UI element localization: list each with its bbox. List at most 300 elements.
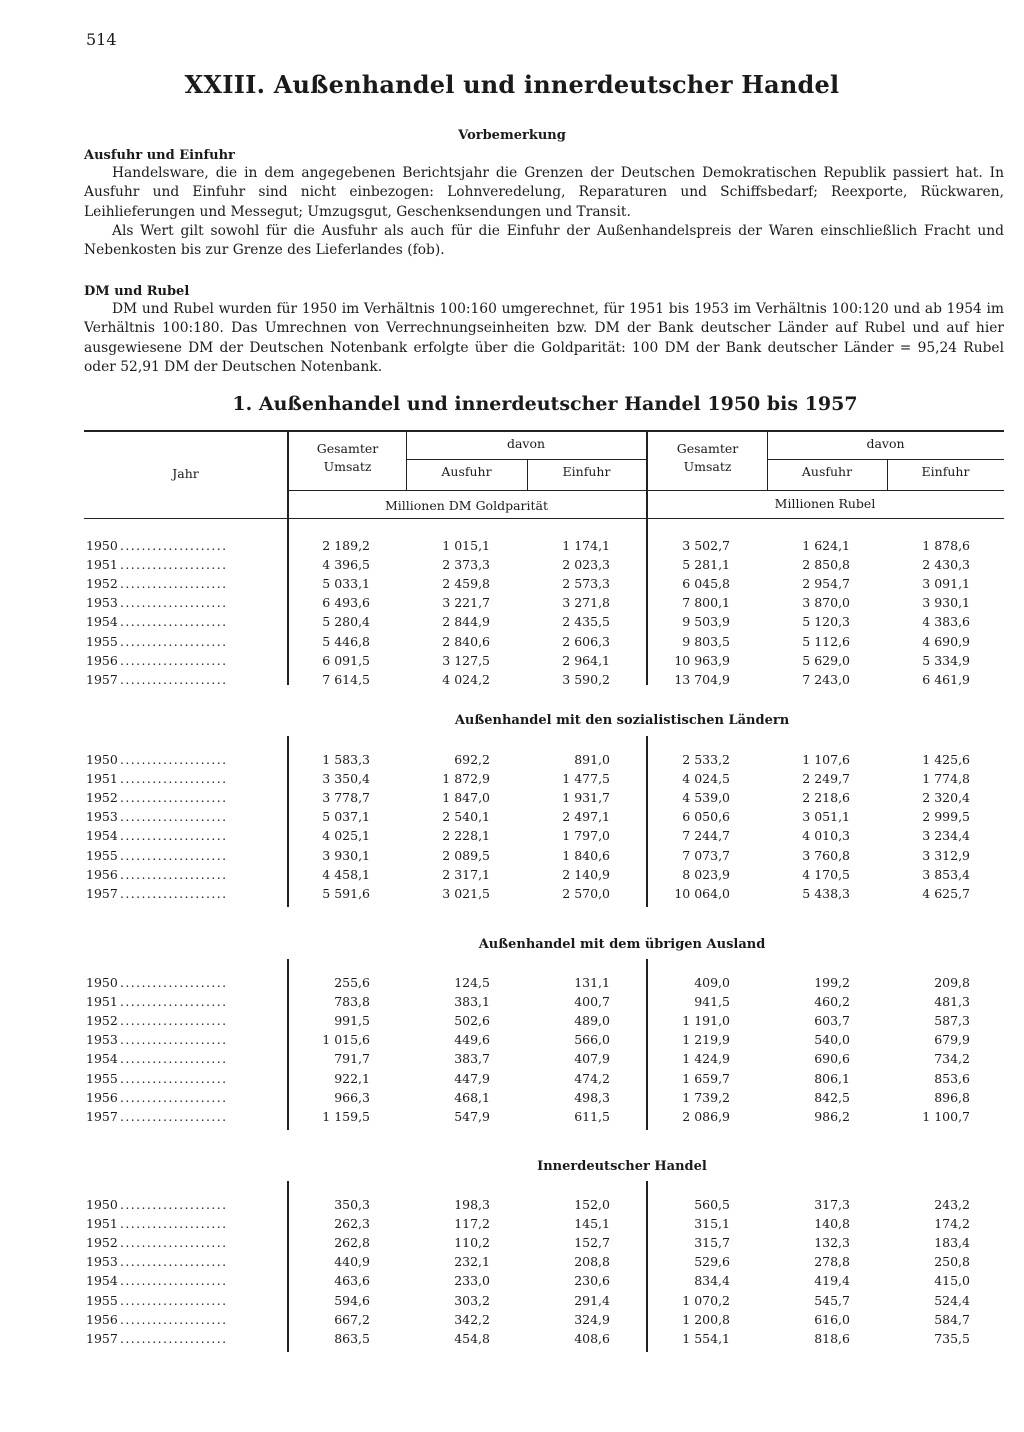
table-cell: 3 590,2 xyxy=(562,671,610,687)
table-cell: 834,4 xyxy=(694,1273,730,1289)
table-row xyxy=(0,975,1024,994)
table-cell: 262,8 xyxy=(334,1235,370,1251)
row-year: 1956 xyxy=(86,652,118,668)
table-cell: 3 930,1 xyxy=(922,595,970,611)
table-cell: 2 317,1 xyxy=(442,866,490,882)
row-year: 1954 xyxy=(86,614,118,630)
table-cell: 10 963,9 xyxy=(674,652,730,668)
table-cell: 481,3 xyxy=(934,994,970,1010)
table-cell: 4 625,7 xyxy=(922,885,970,901)
table-cell: 679,9 xyxy=(934,1032,970,1048)
table-cell: 1 107,6 xyxy=(802,752,850,767)
table-cell: 1 100,7 xyxy=(922,1108,970,1124)
table-cell: 4 010,3 xyxy=(802,828,850,844)
leader-dots: .................... xyxy=(120,994,228,1010)
table-cell: 199,2 xyxy=(814,975,850,990)
header-export-rub: Ausfuhr xyxy=(801,464,853,479)
table-cell: 1 425,6 xyxy=(922,752,970,767)
table-cell: 3 091,1 xyxy=(922,576,970,592)
section-heading-export-import: Ausfuhr und Einfuhr xyxy=(84,148,235,163)
row-year: 1957 xyxy=(86,1330,118,1346)
table-row xyxy=(0,1032,1024,1051)
table-cell: 2 459,8 xyxy=(442,576,490,592)
table-row xyxy=(0,886,1024,905)
table-cell: 692,2 xyxy=(454,752,490,767)
table-cell: 1 174,1 xyxy=(562,538,610,553)
table-cell: 110,2 xyxy=(454,1235,490,1251)
table-cell: 791,7 xyxy=(334,1051,370,1067)
table-cell: 1 847,0 xyxy=(442,790,490,806)
table-cell: 3 760,8 xyxy=(802,847,850,863)
table-cell: 4 024,5 xyxy=(682,771,730,787)
header-total-dm: Gesamter Umsatz xyxy=(316,441,379,474)
row-year: 1954 xyxy=(86,828,118,844)
table-row xyxy=(0,828,1024,847)
table-cell: 5 112,6 xyxy=(802,633,850,649)
header-import-dm: Einfuhr xyxy=(562,464,611,479)
table-cell: 5 446,8 xyxy=(322,633,370,649)
leader-dots: .................... xyxy=(120,771,228,787)
table-cell: 5 629,0 xyxy=(802,652,850,668)
table-cell: 7 800,1 xyxy=(682,595,730,611)
table-cell: 140,8 xyxy=(814,1216,850,1232)
table-cell: 587,3 xyxy=(934,1013,970,1029)
row-year: 1950 xyxy=(86,975,118,990)
table-cell: 3 127,5 xyxy=(442,652,490,668)
header-import-rub: Einfuhr xyxy=(921,464,970,479)
table-cell: 1 424,9 xyxy=(682,1051,730,1067)
row-year: 1957 xyxy=(86,885,118,901)
table-cell: 2 218,6 xyxy=(802,790,850,806)
table-cell: 230,6 xyxy=(574,1273,610,1289)
table-cell: 474,2 xyxy=(574,1070,610,1086)
leader-dots: .................... xyxy=(120,809,228,825)
table-cell: 2 373,3 xyxy=(442,557,490,573)
table-cell: 2 533,2 xyxy=(682,752,730,767)
table-cell: 463,6 xyxy=(334,1273,370,1289)
row-year: 1954 xyxy=(86,1273,118,1289)
table-cell: 4 396,5 xyxy=(322,557,370,573)
table-cell: 2 249,7 xyxy=(802,771,850,787)
leader-dots: .................... xyxy=(120,538,228,553)
row-year: 1950 xyxy=(86,538,118,553)
table-cell: 3 221,7 xyxy=(442,595,490,611)
row-year: 1955 xyxy=(86,847,118,863)
row-year: 1953 xyxy=(86,595,118,611)
table-cell: 1 797,0 xyxy=(562,828,610,844)
leader-dots: .................... xyxy=(120,1108,228,1124)
row-year: 1953 xyxy=(86,1254,118,1270)
table-cell: 891,0 xyxy=(574,752,610,767)
table-row xyxy=(0,672,1024,691)
table-cell: 5 591,6 xyxy=(322,885,370,901)
table-cell: 966,3 xyxy=(334,1089,370,1105)
table-cell: 10 064,0 xyxy=(674,885,730,901)
table-row xyxy=(0,771,1024,790)
table-cell: 1 840,6 xyxy=(562,847,610,863)
section-subheading: Außenhandel mit den sozialistischen Ländern xyxy=(454,713,790,728)
table-cell: 4 383,6 xyxy=(922,614,970,630)
leader-dots: .................... xyxy=(120,1013,228,1029)
table-cell: 1 219,9 xyxy=(682,1032,730,1048)
table-row xyxy=(0,1273,1024,1292)
leader-dots: .................... xyxy=(120,1311,228,1327)
table-cell: 853,6 xyxy=(934,1070,970,1086)
leader-dots: .................... xyxy=(120,752,228,767)
table-cell: 131,1 xyxy=(574,975,610,990)
row-year: 1956 xyxy=(86,866,118,882)
table-cell: 3 021,5 xyxy=(442,885,490,901)
table-cell: 183,4 xyxy=(934,1235,970,1251)
table-cell: 922,1 xyxy=(334,1070,370,1086)
table-cell: 2 999,5 xyxy=(922,809,970,825)
row-year: 1951 xyxy=(86,1216,118,1232)
table-cell: 547,9 xyxy=(454,1108,490,1124)
table-cell: 407,9 xyxy=(574,1051,610,1067)
table-row xyxy=(0,1090,1024,1109)
table-cell: 449,6 xyxy=(454,1032,490,1048)
table-cell: 502,6 xyxy=(454,1013,490,1029)
leader-dots: .................... xyxy=(120,828,228,844)
table-row xyxy=(0,1197,1024,1216)
table-cell: 3 350,4 xyxy=(322,771,370,787)
table-row xyxy=(0,1109,1024,1128)
table-cell: 1 191,0 xyxy=(682,1013,730,1029)
row-year: 1951 xyxy=(86,994,118,1010)
table-cell: 941,5 xyxy=(694,994,730,1010)
table-title: 1. Außenhandel und innerdeutscher Handel 1950 bis 1957 xyxy=(232,393,858,415)
table-row xyxy=(0,790,1024,809)
paragraph-dm-rubel: DM und Rubel wurden für 1950 im Verhältnis 100:160 umgerechnet, für 1951 bis 1953 im Verhältnis 100:120 und ab 1954 im Verhältnis 100:180. Das Umrechnen von Verrechnungseinheiten bzw. DM der Bank deutscher Länder auf Rubel und auf hier ausgewiesene DM der Deutschen Notenbank erfolgte über die Goldparität: 100 DM der Bank deutscher Länder = 95,24 Rubel oder 52,91 DM der Deutschen Notenbank. xyxy=(84,301,1004,375)
header-total-rub: Gesamter Umsatz xyxy=(676,441,739,474)
row-year: 1951 xyxy=(86,771,118,787)
table-cell: 6 050,6 xyxy=(682,809,730,825)
table-cell: 132,3 xyxy=(814,1235,850,1251)
table-cell: 584,7 xyxy=(934,1311,970,1327)
table-cell: 208,8 xyxy=(574,1254,610,1270)
leader-dots: .................... xyxy=(120,595,228,611)
table-cell: 896,8 xyxy=(934,1089,970,1105)
table-cell: 6 461,9 xyxy=(922,671,970,687)
row-year: 1953 xyxy=(86,1032,118,1048)
leader-dots: .................... xyxy=(120,1032,228,1048)
leader-dots: .................... xyxy=(120,1254,228,1270)
row-year: 1955 xyxy=(86,633,118,649)
table-cell: 6 045,8 xyxy=(682,576,730,592)
table-cell: 1 015,1 xyxy=(442,538,490,553)
table-cell: 1 159,5 xyxy=(322,1108,370,1124)
table-cell: 5 033,1 xyxy=(322,576,370,592)
table-cell: 4 458,1 xyxy=(322,866,370,882)
table-cell: 8 023,9 xyxy=(682,866,730,882)
leader-dots: .................... xyxy=(120,1197,228,1212)
table-cell: 3 930,1 xyxy=(322,847,370,863)
table-cell: 9 503,9 xyxy=(682,614,730,630)
table-cell: 1 624,1 xyxy=(802,538,850,553)
table-cell: 690,6 xyxy=(814,1051,850,1067)
leader-dots: .................... xyxy=(120,866,228,882)
row-year: 1952 xyxy=(86,1235,118,1251)
leader-dots: .................... xyxy=(120,1051,228,1067)
leader-dots: .................... xyxy=(120,614,228,630)
table-cell: 1 015,6 xyxy=(322,1032,370,1048)
leader-dots: .................... xyxy=(120,671,228,687)
paragraph-export-import: Handelsware, die in dem angegebenen Berichtsjahr die Grenzen der Deutschen Demokratischen Republik passiert hat. In Ausfuhr und Einfuhr sind nicht einbezogen: Lohnveredelung, Reparaturen und Schiffsbedarf; Reexporte, Rückwaren, Leihlieferungen und Messegut; Umzugsgut, Geschenksendungen und Transit. xyxy=(84,165,1004,220)
row-year: 1952 xyxy=(86,1013,118,1029)
table-cell: 498,3 xyxy=(574,1089,610,1105)
table-cell: 454,8 xyxy=(454,1330,490,1346)
table-cell: 303,2 xyxy=(454,1292,490,1308)
row-year: 1957 xyxy=(86,1108,118,1124)
table-cell: 291,4 xyxy=(574,1292,610,1308)
table-row xyxy=(0,1051,1024,1070)
table-cell: 489,0 xyxy=(574,1013,610,1029)
table-cell: 383,1 xyxy=(454,994,490,1010)
table-cell: 734,2 xyxy=(934,1051,970,1067)
table-cell: 3 870,0 xyxy=(802,595,850,611)
table-row xyxy=(0,994,1024,1013)
leader-dots: .................... xyxy=(120,1273,228,1289)
table-cell: 315,7 xyxy=(694,1235,730,1251)
table-cell: 2 840,6 xyxy=(442,633,490,649)
header-unit-rub: Millionen Rubel xyxy=(774,496,876,511)
table-cell: 7 614,5 xyxy=(322,671,370,687)
table-cell: 209,8 xyxy=(934,975,970,990)
leader-dots: .................... xyxy=(120,885,228,901)
header-year: Jahr xyxy=(172,466,199,481)
table-cell: 255,6 xyxy=(334,975,370,990)
table-cell: 991,5 xyxy=(334,1013,370,1029)
table-cell: 4 690,9 xyxy=(922,633,970,649)
table-cell: 540,0 xyxy=(814,1032,850,1048)
table-cell: 5 438,3 xyxy=(802,885,850,901)
table-cell: 2 850,8 xyxy=(802,557,850,573)
table-cell: 419,4 xyxy=(814,1273,850,1289)
table-row xyxy=(0,848,1024,867)
row-year: 1957 xyxy=(86,671,118,687)
table-cell: 1 659,7 xyxy=(682,1070,730,1086)
row-year: 1956 xyxy=(86,1089,118,1105)
table-cell: 415,0 xyxy=(934,1273,970,1289)
table-cell: 460,2 xyxy=(814,994,850,1010)
table-cell: 1 583,3 xyxy=(322,752,370,767)
table-cell: 278,8 xyxy=(814,1254,850,1270)
table-cell: 117,2 xyxy=(454,1216,490,1232)
table-row xyxy=(0,557,1024,576)
table-header-bottom-rule xyxy=(84,518,1004,519)
table-row xyxy=(0,1331,1024,1350)
davon-rule-dm xyxy=(406,459,646,460)
row-year: 1953 xyxy=(86,809,118,825)
table-cell: 3 778,7 xyxy=(322,790,370,806)
davon-rule-rub xyxy=(767,459,1004,460)
table-cell: 2 606,3 xyxy=(562,633,610,649)
table-cell: 1 739,2 xyxy=(682,1089,730,1105)
table-cell: 7 073,7 xyxy=(682,847,730,863)
table-cell: 5 281,1 xyxy=(682,557,730,573)
table-cell: 2 435,5 xyxy=(562,614,610,630)
table-row xyxy=(0,538,1024,557)
table-cell: 408,6 xyxy=(574,1330,610,1346)
table-row xyxy=(0,653,1024,672)
table-row xyxy=(0,867,1024,886)
table-cell: 603,7 xyxy=(814,1013,850,1029)
row-year: 1955 xyxy=(86,1292,118,1308)
table-cell: 4 170,5 xyxy=(802,866,850,882)
table-cell: 2 089,5 xyxy=(442,847,490,863)
leader-dots: .................... xyxy=(120,557,228,573)
table-cell: 566,0 xyxy=(574,1032,610,1048)
table-cell: 2 140,9 xyxy=(562,866,610,882)
table-row xyxy=(0,752,1024,771)
table-cell: 667,2 xyxy=(334,1311,370,1327)
table-cell: 863,5 xyxy=(334,1330,370,1346)
row-year: 1952 xyxy=(86,576,118,592)
table-cell: 152,0 xyxy=(574,1197,610,1212)
table-cell: 611,5 xyxy=(574,1108,610,1124)
table-cell: 5 037,1 xyxy=(322,809,370,825)
table-cell: 152,7 xyxy=(574,1235,610,1251)
leader-dots: .................... xyxy=(120,847,228,863)
table-cell: 468,1 xyxy=(454,1089,490,1105)
table-cell: 545,7 xyxy=(814,1292,850,1308)
table-cell: 350,3 xyxy=(334,1197,370,1212)
table-cell: 250,8 xyxy=(934,1254,970,1270)
section-heading-dm-rubel: DM und Rubel xyxy=(84,284,190,299)
table-cell: 2 497,1 xyxy=(562,809,610,825)
leader-dots: .................... xyxy=(120,576,228,592)
table-cell: 1 070,2 xyxy=(682,1292,730,1308)
table-cell: 3 502,7 xyxy=(682,538,730,553)
table-row xyxy=(0,1071,1024,1090)
table-cell: 806,1 xyxy=(814,1070,850,1086)
table-cell: 13 704,9 xyxy=(674,671,730,687)
table-cell: 383,7 xyxy=(454,1051,490,1067)
table-cell: 735,5 xyxy=(934,1330,970,1346)
table-cell: 2 086,9 xyxy=(682,1108,730,1124)
table-cell: 1 200,8 xyxy=(682,1311,730,1327)
table-cell: 315,1 xyxy=(694,1216,730,1232)
table-cell: 2 189,2 xyxy=(322,538,370,553)
table-cell: 1 554,1 xyxy=(682,1330,730,1346)
table-row xyxy=(0,576,1024,595)
table-cell: 5 334,9 xyxy=(922,652,970,668)
table-cell: 2 964,1 xyxy=(562,652,610,668)
table-cell: 2 320,4 xyxy=(922,790,970,806)
table-cell: 3 271,8 xyxy=(562,595,610,611)
preliminary-heading: Vorbemerkung xyxy=(458,128,566,143)
leader-dots: .................... xyxy=(120,975,228,990)
page-number: 514 xyxy=(86,30,117,49)
leader-dots: .................... xyxy=(120,652,228,668)
table-cell: 2 573,3 xyxy=(562,576,610,592)
table-cell: 3 234,4 xyxy=(922,828,970,844)
table-cell: 1 872,9 xyxy=(442,771,490,787)
table-row xyxy=(0,1013,1024,1032)
table-cell: 232,1 xyxy=(454,1254,490,1270)
table-row xyxy=(0,1293,1024,1312)
table-cell: 4 024,2 xyxy=(442,671,490,687)
row-year: 1952 xyxy=(86,790,118,806)
table-cell: 529,6 xyxy=(694,1254,730,1270)
table-cell: 616,0 xyxy=(814,1311,850,1327)
leader-dots: .................... xyxy=(120,1235,228,1251)
header-export-dm: Ausfuhr xyxy=(441,464,492,479)
table-cell: 400,7 xyxy=(574,994,610,1010)
table-cell: 243,2 xyxy=(934,1197,970,1212)
table-cell: 1 931,7 xyxy=(562,790,610,806)
row-year: 1950 xyxy=(86,752,118,767)
leader-dots: .................... xyxy=(120,1070,228,1086)
table-cell: 124,5 xyxy=(454,975,490,990)
table-cell: 262,3 xyxy=(334,1216,370,1232)
leader-dots: .................... xyxy=(120,790,228,806)
paragraph-value-definition: Als Wert gilt sowohl für die Ausfuhr als auch für die Einfuhr der Außenhandelspreis der Waren einschließlich Fracht und Nebenkosten bis zur Grenze des Lieferlandes (fob). xyxy=(84,223,1004,259)
table-cell: 317,3 xyxy=(814,1197,850,1212)
table-cell: 783,8 xyxy=(334,994,370,1010)
section-subheading: Innerdeutscher Handel xyxy=(537,1159,707,1174)
table-cell: 2 954,7 xyxy=(802,576,850,592)
leader-dots: .................... xyxy=(120,1216,228,1232)
table-row xyxy=(0,634,1024,653)
table-cell: 4 539,0 xyxy=(682,790,730,806)
table-cell: 986,2 xyxy=(814,1108,850,1124)
row-year: 1955 xyxy=(86,1070,118,1086)
table-cell: 3 051,1 xyxy=(802,809,850,825)
table-row xyxy=(0,1312,1024,1331)
header-davon-dm: davon xyxy=(506,436,546,451)
table-cell: 7 244,7 xyxy=(682,828,730,844)
table-cell: 342,2 xyxy=(454,1311,490,1327)
table-cell: 409,0 xyxy=(694,975,730,990)
table-cell: 198,3 xyxy=(454,1197,490,1212)
table-cell: 524,4 xyxy=(934,1292,970,1308)
leader-dots: .................... xyxy=(120,1292,228,1308)
table-cell: 4 025,1 xyxy=(322,828,370,844)
table-cell: 5 120,3 xyxy=(802,614,850,630)
row-year: 1956 xyxy=(86,1311,118,1327)
table-cell: 1 878,6 xyxy=(922,538,970,553)
table-cell: 233,0 xyxy=(454,1273,490,1289)
table-cell: 7 243,0 xyxy=(802,671,850,687)
table-cell: 2 228,1 xyxy=(442,828,490,844)
table-cell: 2 430,3 xyxy=(922,557,970,573)
table-cell: 3 853,4 xyxy=(922,866,970,882)
table-cell: 447,9 xyxy=(454,1070,490,1086)
table-cell: 842,5 xyxy=(814,1089,850,1105)
table-cell: 1 774,8 xyxy=(922,771,970,787)
table-cell: 440,9 xyxy=(334,1254,370,1270)
table-cell: 3 312,9 xyxy=(922,847,970,863)
table-row xyxy=(0,809,1024,828)
table-row xyxy=(0,1235,1024,1254)
table-cell: 9 803,5 xyxy=(682,633,730,649)
table-top-rule xyxy=(84,430,1004,432)
table-cell: 560,5 xyxy=(694,1197,730,1212)
table-cell: 145,1 xyxy=(574,1216,610,1232)
table-cell: 2 844,9 xyxy=(442,614,490,630)
row-year: 1954 xyxy=(86,1051,118,1067)
leader-dots: .................... xyxy=(120,633,228,649)
table-cell: 2 540,1 xyxy=(442,809,490,825)
table-row xyxy=(0,1216,1024,1235)
table-cell: 818,6 xyxy=(814,1330,850,1346)
row-year: 1951 xyxy=(86,557,118,573)
table-cell: 2 023,3 xyxy=(562,557,610,573)
table-cell: 6 493,6 xyxy=(322,595,370,611)
table-cell: 1 477,5 xyxy=(562,771,610,787)
leader-dots: .................... xyxy=(120,1089,228,1105)
